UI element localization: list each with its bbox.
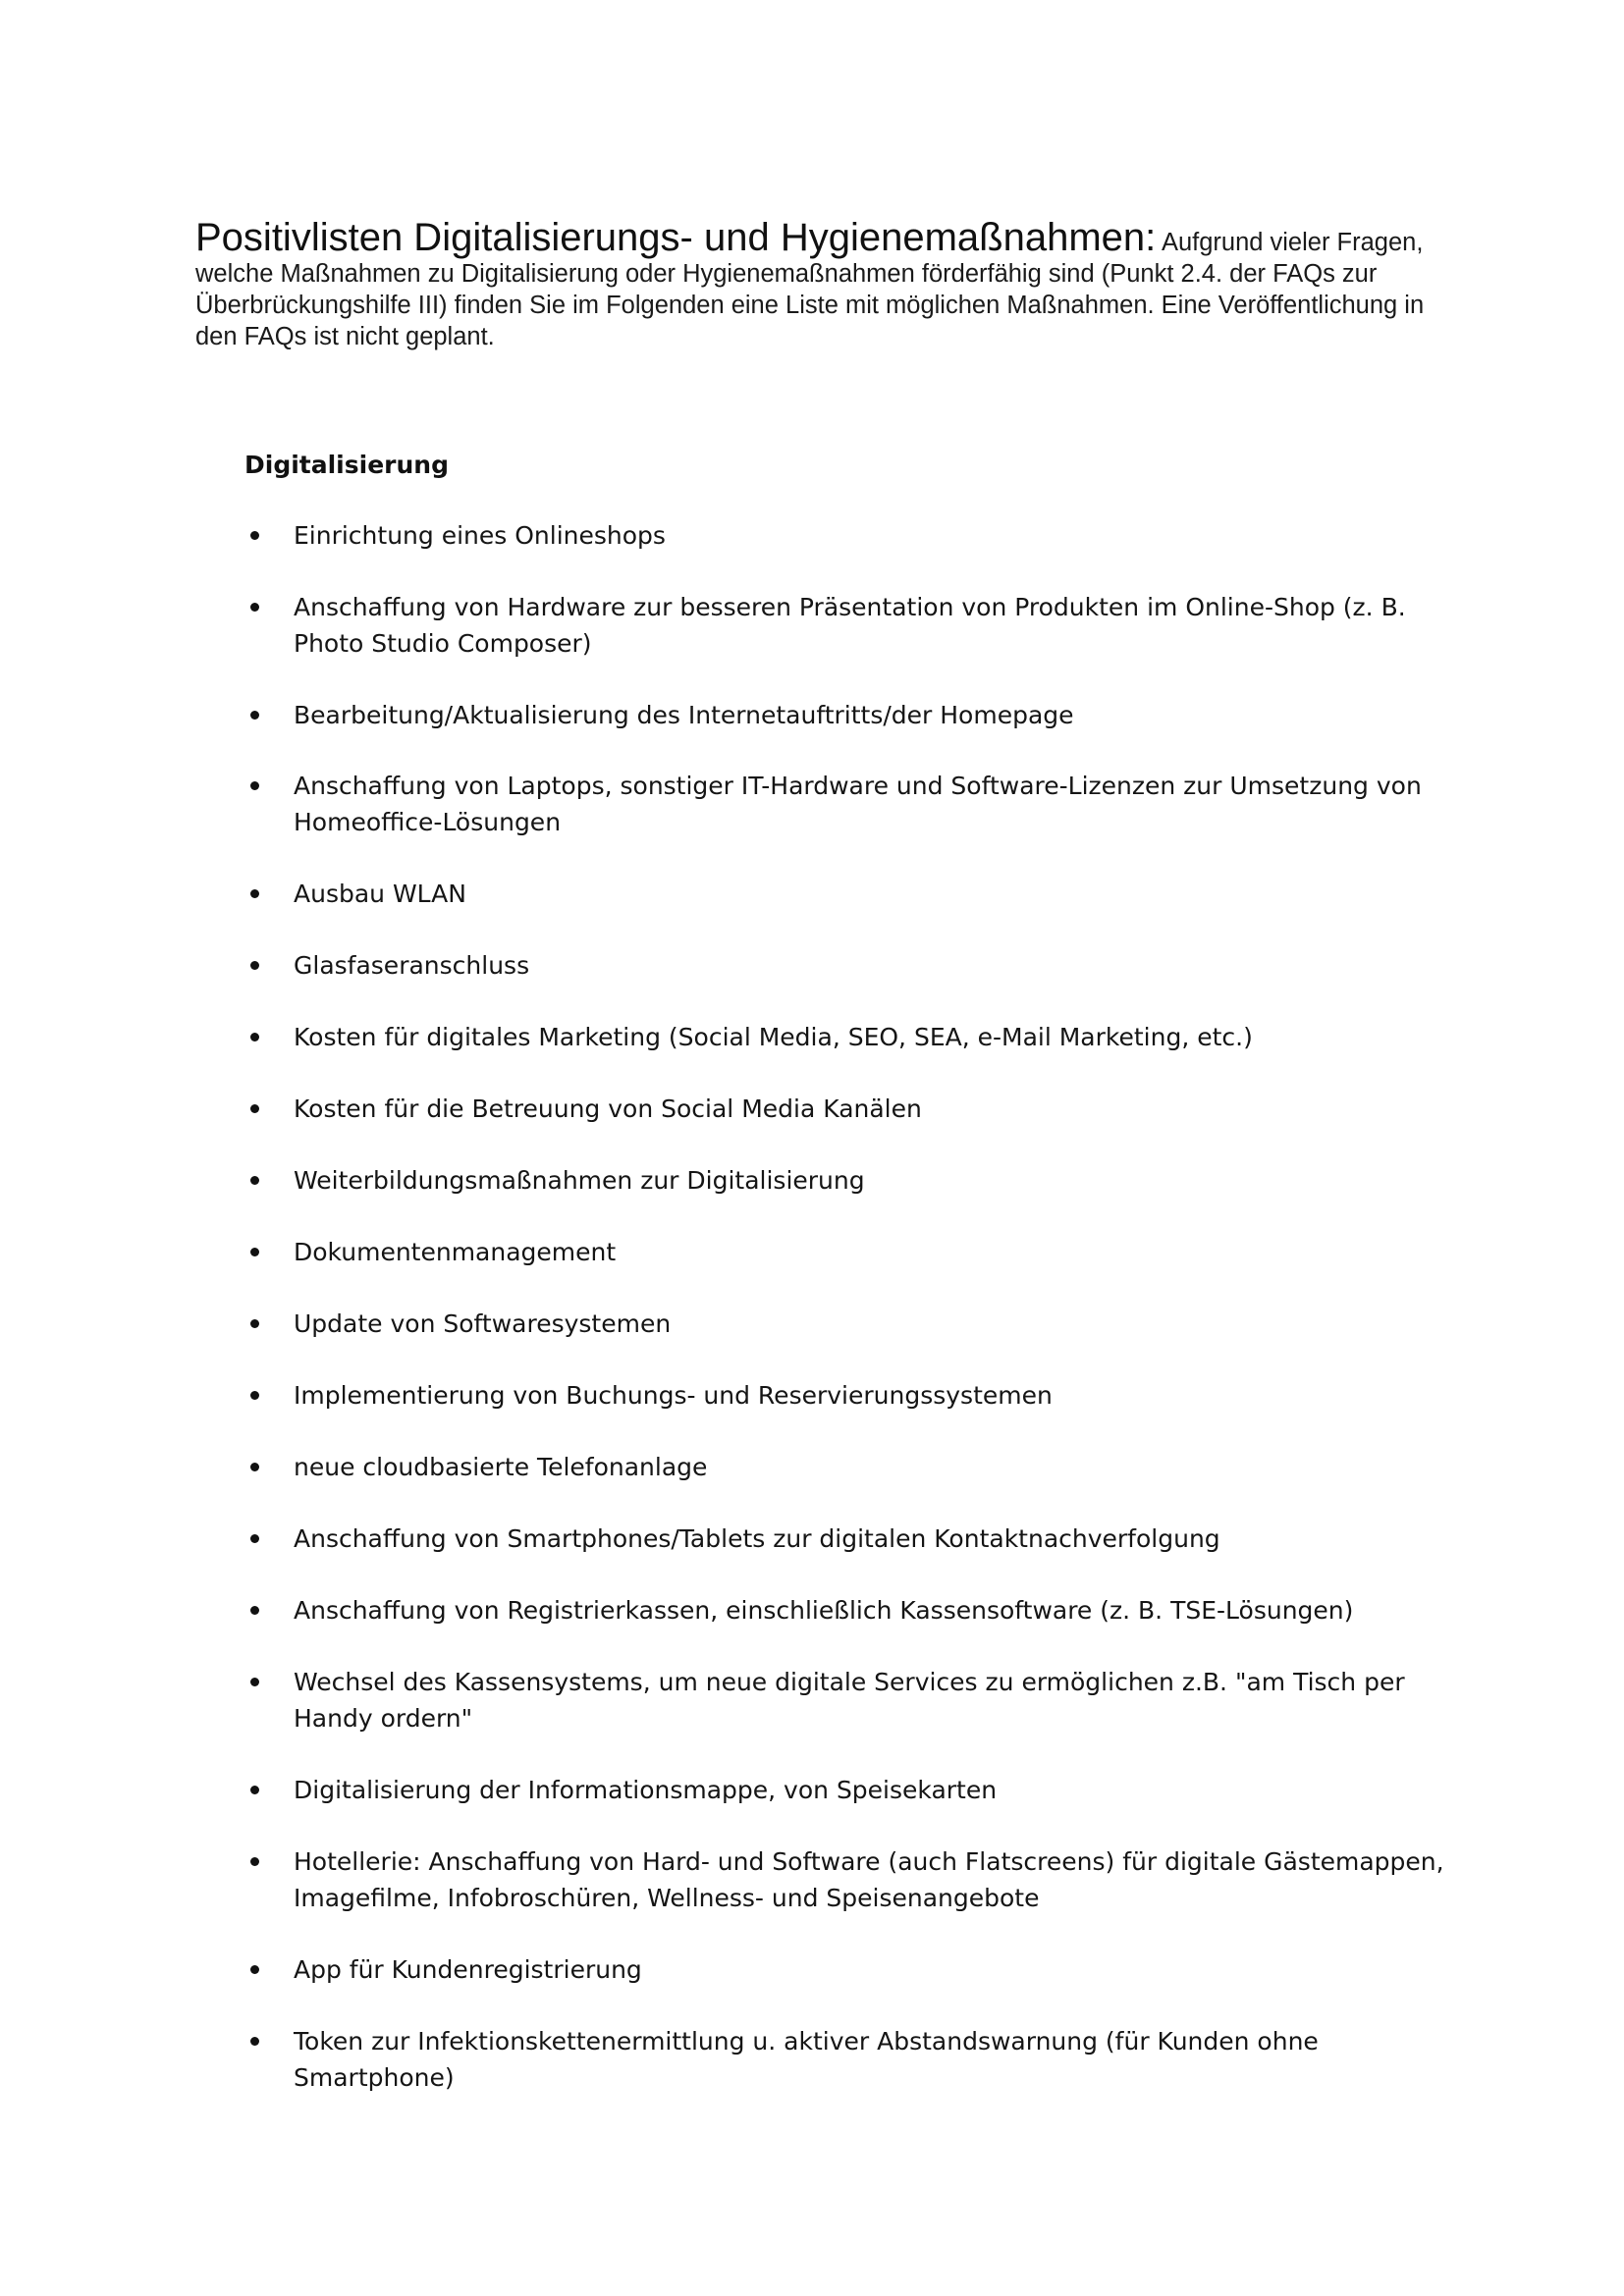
bullet-icon <box>250 1319 259 1328</box>
list-item-text: Digitalisierung der Informationsmappe, von Speisekarten <box>294 1776 998 1804</box>
list-item <box>244 1234 1472 1270</box>
bullet-icon <box>250 2037 259 2046</box>
bullet-icon <box>250 961 259 970</box>
bullet-icon <box>250 781 259 790</box>
list-item <box>244 947 1472 984</box>
list-item <box>244 876 1472 912</box>
list-item <box>244 1592 1472 1629</box>
bullet-icon <box>250 531 259 540</box>
bullet-icon <box>250 1786 259 1794</box>
list-item <box>244 2023 1472 2096</box>
intro-paragraph <box>195 215 1433 352</box>
list-item-text: App für Kundenregistrierung <box>294 1955 642 1984</box>
bullet-icon <box>250 1104 259 1113</box>
list-item-text: Kosten für die Betreuung von Social Media Kanälen <box>294 1095 922 1123</box>
list-item <box>244 697 1472 733</box>
list-item-text: Hotellerie: Anschaffung von Hard- und Software (auch Flatscreens) für digitale Gästemappen, Imagefilme, Infobroschüren, Wellness- und Speisenangebote <box>294 1847 1444 1912</box>
list-item-text: Ausbau WLAN <box>294 880 466 908</box>
list-item-text: Bearbeitung/Aktualisierung des Internetauftritts/der Homepage <box>294 701 1074 729</box>
section-heading: Digitalisierung <box>244 451 449 479</box>
list-item <box>244 1449 1472 1485</box>
bullet-icon <box>250 1534 259 1543</box>
bullet-icon <box>250 1606 259 1615</box>
list-item <box>244 1306 1472 1342</box>
list-item <box>244 1521 1472 1557</box>
list-item-text: Wechsel des Kassensystems, um neue digitale Services zu ermöglichen z.B. "am Tisch per Handy ordern" <box>294 1668 1405 1733</box>
list-item <box>244 1664 1472 1736</box>
bullet-icon <box>250 1678 259 1686</box>
list-item <box>244 1019 1472 1055</box>
bullet-icon <box>250 1391 259 1400</box>
bullet-icon <box>250 889 259 898</box>
bullet-icon <box>250 1248 259 1256</box>
list-item <box>244 1772 1472 1808</box>
bullet-icon <box>250 1965 259 1974</box>
list-item-text: Token zur Infektionskettenermittlung u. aktiver Abstandswarnung (für Kunden ohne Smartphone) <box>294 2027 1319 2092</box>
list-item <box>244 1377 1472 1414</box>
bullet-icon <box>250 711 259 720</box>
list-item <box>244 1091 1472 1127</box>
bullet-icon <box>250 1176 259 1185</box>
list-item <box>244 1951 1472 1988</box>
bullet-icon <box>250 1463 259 1471</box>
list-item <box>244 768 1472 840</box>
list-item-text: Anschaffung von Smartphones/Tablets zur digitalen Kontaktnachverfolgung <box>294 1524 1220 1553</box>
list-item <box>244 1162 1472 1199</box>
list-item-text: neue cloudbasierte Telefonanlage <box>294 1453 708 1481</box>
list-item-text: Kosten für digitales Marketing (Social Media, SEO, SEA, e-Mail Marketing, etc.) <box>294 1023 1253 1051</box>
intro-text: Aufgrund vieler Fragen, welche Maßnahmen zu Digitalisierung oder Hygienemaßnahmen förderfähig sind (Punkt 2.4. der FAQs zur Überbrückungshilfe III) finden Sie im Folgenden eine Liste mit möglichen Maßnahmen. Eine Veröffentlichung in den FAQs ist nicht geplant. <box>195 228 1425 350</box>
list-item-text: Einrichtung eines Onlineshops <box>294 521 666 550</box>
list-item-text: Glasfaseranschluss <box>294 951 530 980</box>
list-item-text: Update von Softwaresystemen <box>294 1309 672 1338</box>
bullet-icon <box>250 1857 259 1866</box>
bullet-icon <box>250 1033 259 1041</box>
document-title: Positivlisten Digitalisierungs- und Hygienemaßnahmen: <box>195 215 1157 259</box>
list-item-text: Anschaffung von Registrierkassen, einschließlich Kassensoftware (z. B. TSE-Lösungen) <box>294 1596 1354 1625</box>
list-item-text: Weiterbildungsmaßnahmen zur Digitalisierung <box>294 1166 865 1195</box>
list-item <box>244 589 1472 662</box>
list-item-text: Dokumentenmanagement <box>294 1238 617 1266</box>
list-item <box>244 517 1472 554</box>
bullet-icon <box>250 603 259 612</box>
list-item-text: Anschaffung von Laptops, sonstiger IT-Hardware und Software-Lizenzen zur Umsetzung von Homeoffice-Lösungen <box>294 772 1422 836</box>
list-item <box>244 1843 1472 1916</box>
list-item-text: Anschaffung von Hardware zur besseren Präsentation von Produkten im Online-Shop (z. B. Photo Studio Composer) <box>294 593 1406 658</box>
list-item-text: Implementierung von Buchungs- und Reservierungssystemen <box>294 1381 1053 1410</box>
